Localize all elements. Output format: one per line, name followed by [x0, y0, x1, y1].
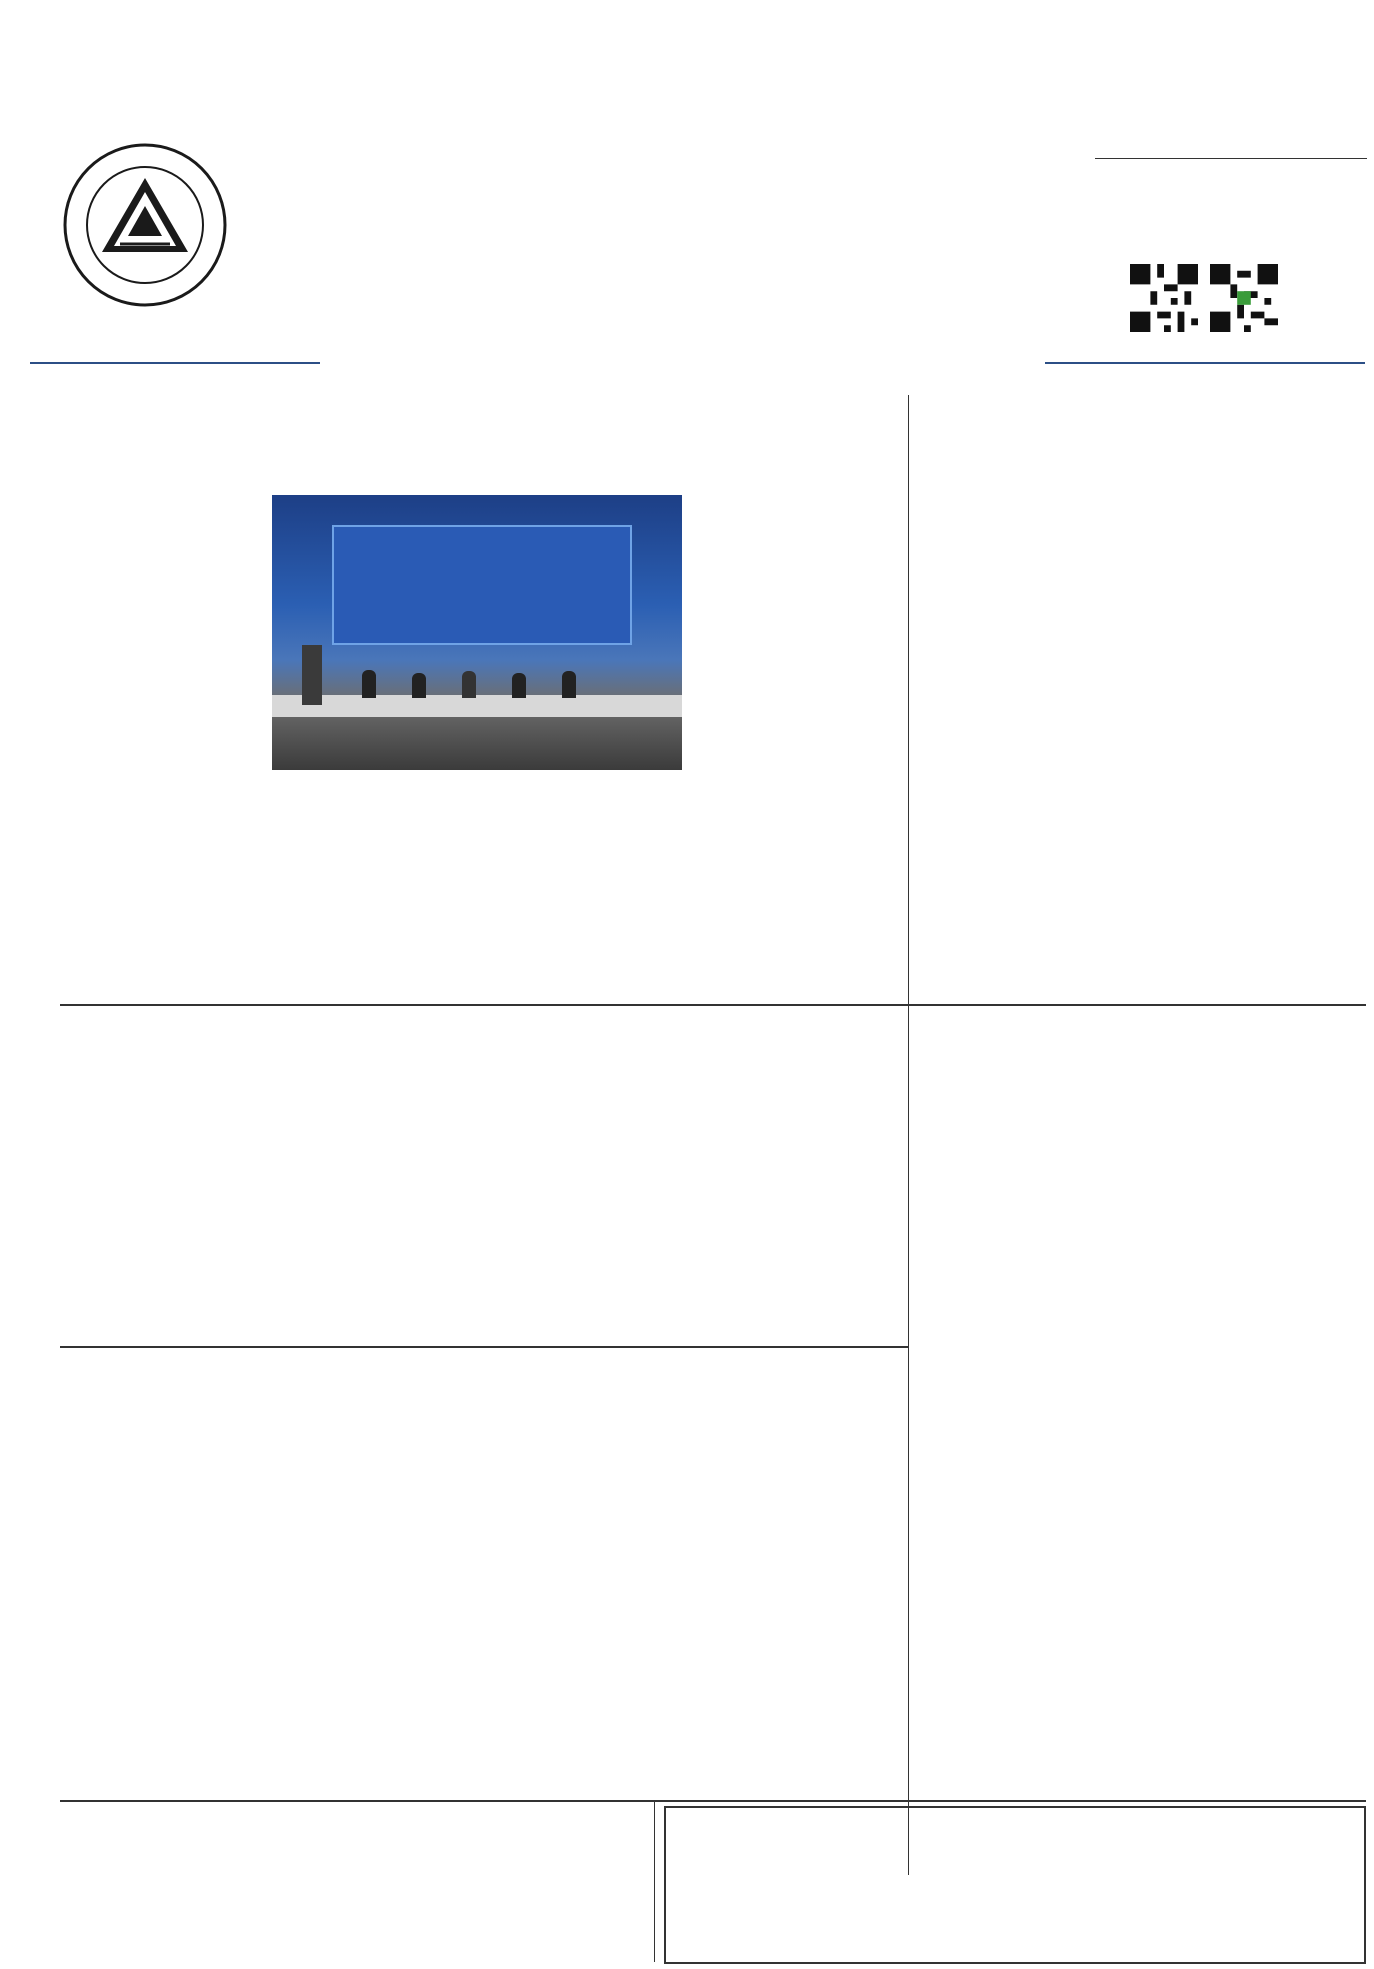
university-logo: [60, 140, 230, 310]
article3-body: [68, 1066, 894, 1324]
article8-body: [676, 1858, 1356, 1962]
article1-photo: [272, 495, 682, 770]
qr-code-wechat[interactable]: [1210, 264, 1278, 332]
article2-body: [920, 485, 1360, 985]
article1-col1: [68, 495, 264, 995]
article5-body: [68, 1410, 894, 1770]
article1-col4: [690, 495, 890, 973]
article1-col3: [480, 778, 680, 995]
qr-code-weibo[interactable]: [1130, 264, 1198, 332]
masthead: [0, 0, 1374, 380]
article4-body: [920, 1118, 1360, 1786]
commentary-box: [664, 1806, 1366, 1964]
article6-body: [68, 1848, 644, 1958]
article1-col2: [272, 778, 472, 995]
